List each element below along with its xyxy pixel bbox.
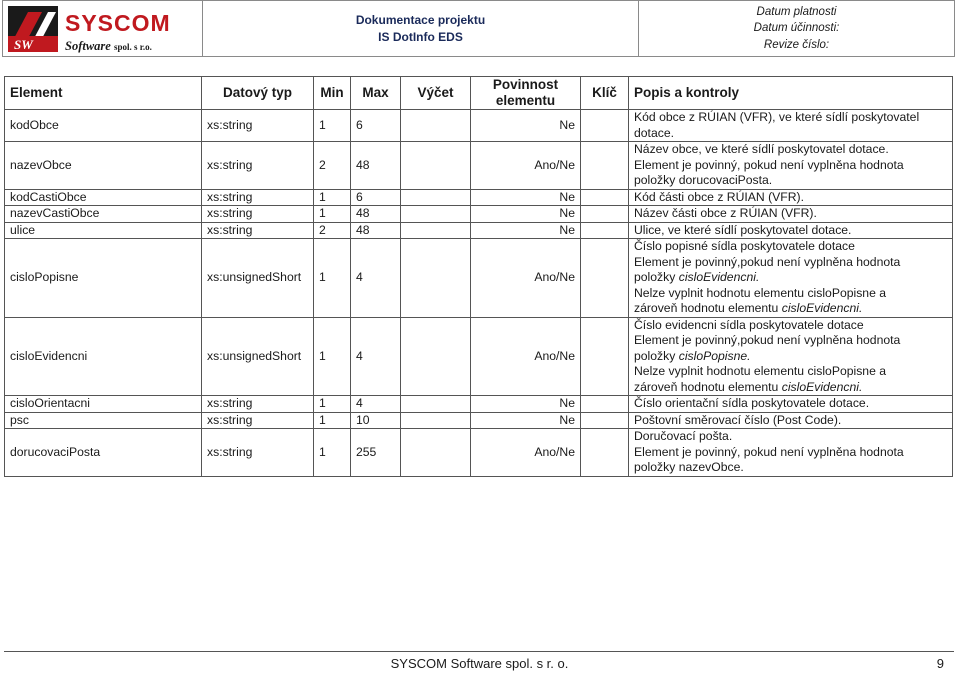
desc-line: Nelze vyplnit hodnotu elementu cisloPopisne a (634, 364, 887, 378)
cell-klic (581, 142, 629, 190)
cell-max: 10 (351, 412, 401, 429)
cell-element: cisloPopisne (5, 239, 202, 318)
desc-line: položky dorucovaciPosta. (634, 173, 773, 187)
cell-vycet (401, 412, 471, 429)
logo-sub-small: spol. s r.o. (113, 42, 152, 52)
cell-max: 48 (351, 142, 401, 190)
desc-element-ref: cisloEvidencni. (678, 270, 760, 284)
footer-company: SYSCOM Software spol. s r. o. (390, 656, 569, 671)
col-header-popis: Popis a kontroly (629, 77, 953, 110)
cell-min: 1 (314, 412, 351, 429)
meta-date-ucinnosti: Datum účinnosti: (753, 22, 840, 35)
document-meta (639, 1, 954, 56)
cell-vycet (401, 206, 471, 223)
cell-klic (581, 222, 629, 239)
desc-text: zároveň hodnotu elementu (634, 301, 782, 315)
cell-popis (629, 206, 953, 223)
desc-line: Číslo evidencni sídla poskytovatele dotace (634, 317, 864, 332)
cell-type: xs:string (202, 429, 314, 477)
logo-brand: SYSCOM (65, 10, 171, 36)
cell-max: 4 (351, 317, 401, 396)
cell-type: xs:string (202, 222, 314, 239)
cell-element: ulice (5, 222, 202, 239)
cell-vycet (401, 110, 471, 142)
cell-element: kodCastiObce (5, 189, 202, 206)
meta-date-platnosti: Datum platnosti (756, 5, 837, 18)
cell-element: kodObce (5, 110, 202, 142)
desc-line: Element je povinný, pokud není vyplněna hodnota (634, 157, 904, 172)
table-row (5, 317, 953, 396)
desc-text: položky (634, 270, 679, 284)
desc-line: Element je povinný,pokud není vyplněna hodnota (634, 333, 901, 347)
cell-max: 255 (351, 429, 401, 477)
table-row (5, 222, 953, 239)
cell-type: xs:string (202, 206, 314, 223)
cell-popis (629, 110, 953, 142)
desc-line: Element je povinný,pokud není vyplněna hodnota (634, 254, 901, 269)
table-row (5, 110, 953, 142)
logo-sub-main: Software (65, 39, 111, 53)
table-row (5, 412, 953, 429)
col-header-klic: Klíč (581, 77, 629, 110)
table-header-row (5, 77, 953, 110)
desc-line: dotace. (634, 125, 674, 140)
desc-line: Název obce, ve které sídlí poskytovatel dotace. (634, 142, 889, 156)
cell-element: psc (5, 412, 202, 429)
cell-povinnost: Ne (471, 206, 581, 223)
cell-vycet (401, 142, 471, 190)
cell-type: xs:unsignedShort (202, 239, 314, 318)
cell-klic (581, 189, 629, 206)
cell-type: xs:string (202, 189, 314, 206)
cell-type: xs:string (202, 142, 314, 190)
cell-vycet (401, 189, 471, 206)
syscom-logo-icon (8, 6, 58, 52)
cell-popis (629, 222, 953, 239)
desc-element-ref: cisloPopisne. (678, 348, 751, 363)
cell-min: 1 (314, 396, 351, 413)
cell-min: 1 (314, 429, 351, 477)
cell-povinnost: Ne (471, 396, 581, 413)
table-row (5, 239, 953, 318)
desc-line (634, 349, 947, 365)
table-row (5, 396, 953, 413)
cell-popis (629, 239, 953, 318)
logo-mark-text: SW (14, 37, 33, 52)
cell-klic (581, 206, 629, 223)
desc-line: Kód obce z RÚIAN (VFR), ve které sídlí poskytovatel (634, 110, 920, 124)
cell-popis (629, 429, 953, 477)
meta-revize: Revize číslo: (763, 38, 830, 51)
cell-povinnost: Ano/Ne (471, 239, 581, 318)
cell-min: 1 (314, 110, 351, 142)
cell-element: cisloEvidencni (5, 317, 202, 396)
cell-vycet (401, 239, 471, 318)
company-logo (3, 1, 203, 56)
cell-max: 6 (351, 189, 401, 206)
cell-povinnost: Ano/Ne (471, 142, 581, 190)
desc-line: Kód části obce z RÚIAN (VFR). (634, 189, 804, 204)
col-header-type: Datový typ (202, 77, 314, 110)
table-row (5, 429, 953, 477)
cell-vycet (401, 317, 471, 396)
cell-popis (629, 396, 953, 413)
desc-line: Nelze vyplnit hodnotu elementu cisloPopisne a (634, 285, 887, 300)
document-header (2, 0, 955, 57)
cell-popis (629, 189, 953, 206)
desc-line: Ulice, ve které sídlí poskytovatel dotace. (634, 222, 852, 237)
element-table (4, 76, 953, 477)
project-name: IS DotInfo EDS (378, 29, 463, 44)
desc-line: položky nazevObce. (634, 460, 744, 474)
project-title: Dokumentace projektu (355, 12, 486, 27)
table-row (5, 189, 953, 206)
project-title-block (203, 1, 639, 56)
page-footer (0, 651, 959, 674)
cell-vycet (401, 396, 471, 413)
desc-line: Název části obce z RÚIAN (VFR). (634, 206, 817, 220)
cell-min: 1 (314, 189, 351, 206)
cell-povinnost: Ano/Ne (471, 429, 581, 477)
cell-klic (581, 317, 629, 396)
cell-popis (629, 142, 953, 190)
desc-line: Číslo popisné sídla poskytovatele dotace (634, 239, 855, 253)
desc-line: Element je povinný, pokud není vyplněna hodnota (634, 444, 904, 459)
cell-min: 1 (314, 239, 351, 318)
desc-text: položky (634, 348, 679, 363)
cell-min: 2 (314, 142, 351, 190)
cell-popis (629, 317, 953, 396)
cell-type: xs:string (202, 396, 314, 413)
cell-povinnost: Ne (471, 222, 581, 239)
col-header-povinnost: Povinnost elementu (471, 77, 581, 110)
cell-popis (629, 412, 953, 429)
cell-vycet (401, 222, 471, 239)
cell-type: xs:string (202, 110, 314, 142)
desc-text: zároveň hodnotu elementu (634, 379, 782, 394)
cell-min: 1 (314, 317, 351, 396)
col-header-vycet: Výčet (401, 77, 471, 110)
cell-min: 1 (314, 206, 351, 223)
desc-line: Poštovní směrovací číslo (Post Code). (634, 412, 842, 427)
cell-klic (581, 396, 629, 413)
footer-divider (4, 651, 954, 652)
cell-type: xs:string (202, 412, 314, 429)
desc-element-ref: cisloEvidencni. (781, 379, 863, 394)
cell-max: 48 (351, 222, 401, 239)
page-number: 9 (936, 656, 944, 671)
cell-vycet (401, 429, 471, 477)
cell-element: dorucovaciPosta (5, 429, 202, 477)
logo-subtitle (65, 39, 152, 54)
col-header-max: Max (351, 77, 401, 110)
col-header-element: Element (5, 77, 202, 110)
cell-povinnost: Ano/Ne (471, 317, 581, 396)
cell-max: 4 (351, 396, 401, 413)
desc-line: Doručovací pošta. (634, 429, 733, 443)
cell-max: 4 (351, 239, 401, 318)
cell-povinnost: Ne (471, 110, 581, 142)
desc-line (634, 301, 947, 317)
col-header-min: Min (314, 77, 351, 110)
cell-povinnost: Ne (471, 412, 581, 429)
cell-max: 6 (351, 110, 401, 142)
cell-type: xs:unsignedShort (202, 317, 314, 396)
cell-povinnost: Ne (471, 189, 581, 206)
desc-line (634, 380, 947, 396)
cell-klic (581, 239, 629, 318)
cell-max: 48 (351, 206, 401, 223)
desc-line (634, 270, 947, 286)
table-row (5, 206, 953, 223)
cell-klic (581, 429, 629, 477)
cell-element: nazevObce (5, 142, 202, 190)
table-row (5, 142, 953, 190)
cell-klic (581, 110, 629, 142)
desc-element-ref: cisloEvidencni. (781, 301, 863, 315)
cell-min: 2 (314, 222, 351, 239)
cell-element: nazevCastiObce (5, 206, 202, 223)
desc-line: Číslo orientační sídla poskytovatele dotace. (634, 396, 870, 410)
cell-element: cisloOrientacni (5, 396, 202, 413)
cell-klic (581, 412, 629, 429)
